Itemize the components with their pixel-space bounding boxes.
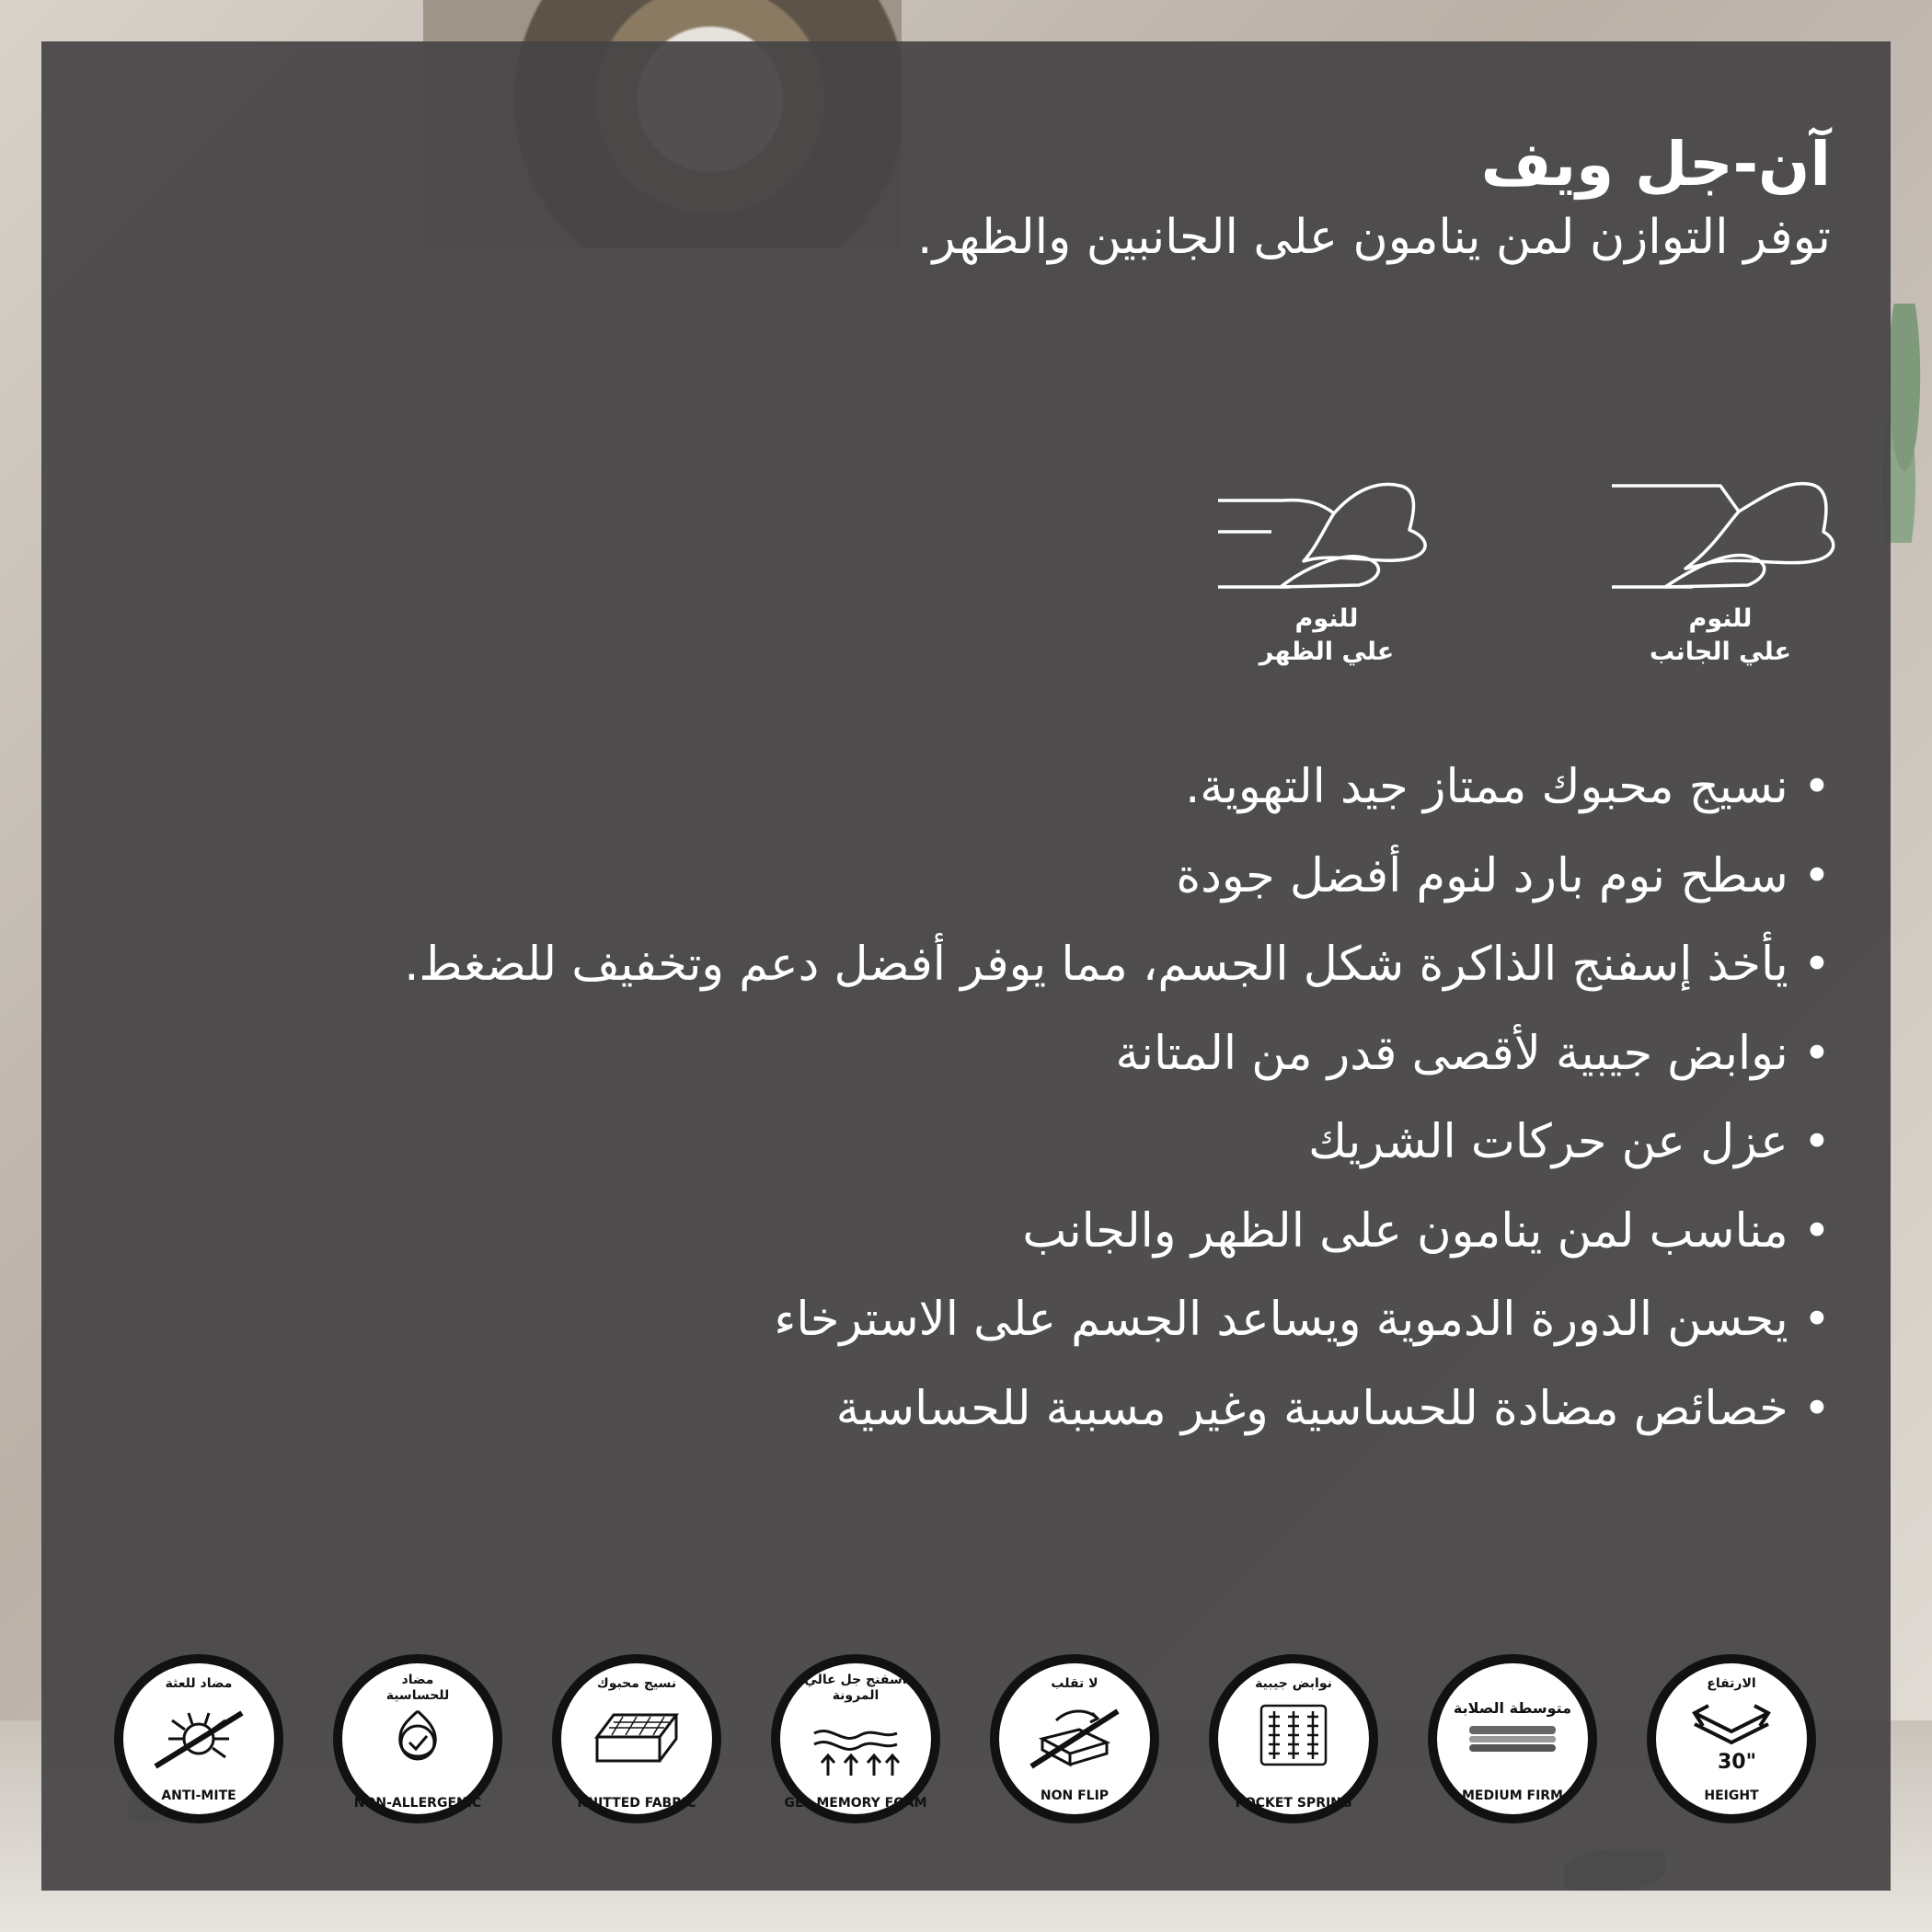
list-item: • يأخذ إسفنج الذاكرة شكل الجسم، مما يوفر أفضل دعم وتخفيف للضغط. xyxy=(404,937,1831,992)
pocket-spring-badge: نوابض جيبية POCKET SPRING xyxy=(1209,1654,1378,1823)
list-item: • نوابض جيبية لأقصى قدر من المتانة xyxy=(1115,1026,1831,1081)
product-subtitle: توفر التوازن لمن ينامون على الجانبين والظهر. xyxy=(916,210,1831,265)
feature-list xyxy=(83,754,1831,1465)
side-sleeper-icon xyxy=(1610,477,1835,592)
medium-firm-badge: متوسطة الصلابة MEDIUM FIRM xyxy=(1428,1654,1597,1823)
list-item: • يحسن الدورة الدموية ويساعد الجسم على الاسترخاء xyxy=(774,1293,1831,1347)
list-item: • عزل عن حركات الشريك xyxy=(1308,1115,1831,1169)
pocket-spring-icon xyxy=(1243,1702,1344,1776)
knitted-fabric-badge: نسيج محبوك KNITTED FABRIC xyxy=(552,1654,721,1823)
list-item: • نسيج محبوك ممتاز جيد التهوية. xyxy=(1185,760,1831,814)
list-item: • مناسب لمن ينامون على الظهر والجانب xyxy=(1022,1203,1831,1259)
height-badge: الارتفاع 30" HEIGHT xyxy=(1647,1654,1816,1823)
list-item: • سطح نوم بارد لنوم أفضل جودة xyxy=(1176,848,1831,903)
anti-mite-badge: مضاد للعثة ANTI-MITE xyxy=(114,1654,283,1823)
back-sleeper-icon xyxy=(1216,477,1442,592)
product-title: آن-جل ويف xyxy=(1480,129,1831,200)
non-allergenic-icon xyxy=(367,1702,468,1776)
height-icon xyxy=(1681,1702,1782,1776)
medium-firm-icon xyxy=(1462,1702,1563,1776)
side-sleeper-label: للنوم علي الجانب xyxy=(1650,604,1791,666)
svg-text:30": 30" xyxy=(1718,1751,1757,1774)
non-flip-badge: لا تقلب NON FLIP xyxy=(990,1654,1159,1823)
anti-mite-icon xyxy=(148,1702,249,1776)
non-flip-icon xyxy=(1024,1702,1125,1776)
back-sleeper-label: للنوم علي الظهر xyxy=(1259,604,1395,666)
knitted-fabric-icon xyxy=(586,1702,687,1776)
list-item: • خصائص مضادة للحساسية وغير مسببة للحساسية xyxy=(835,1381,1831,1436)
gel-memory-foam-badge: أسفنج جل عالي المرونة GEL MEMORY FOAM xyxy=(771,1654,940,1823)
non-allergenic-badge: مضاد للحساسية NON-ALLERGENIC xyxy=(333,1654,502,1823)
gel-memory-foam-icon xyxy=(805,1715,906,1788)
